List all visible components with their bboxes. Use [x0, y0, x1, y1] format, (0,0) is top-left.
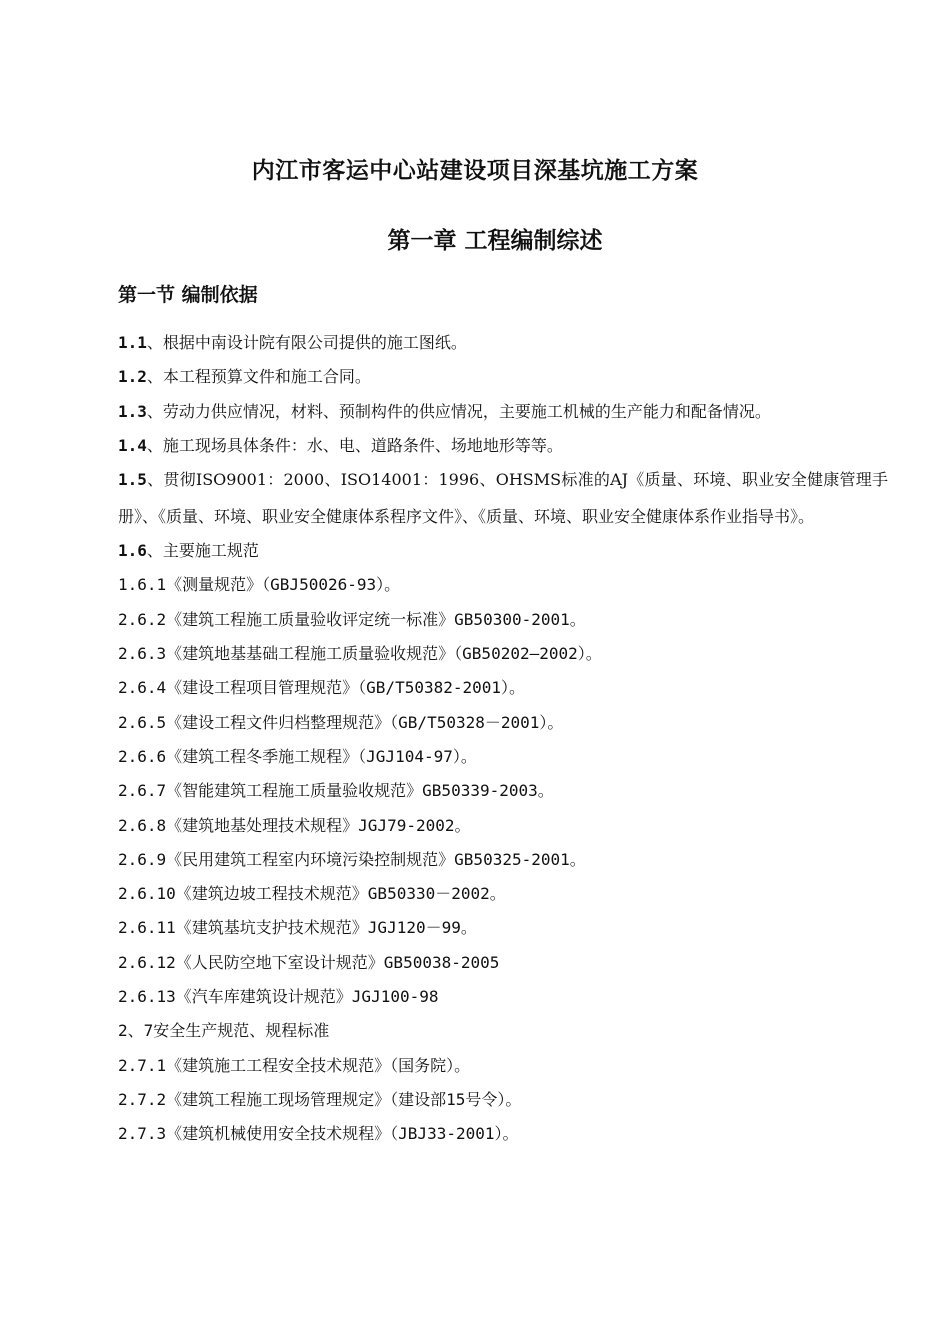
standard-item: 2.6.6《建筑工程冬季施工规程》（JGJ104-97）。: [118, 746, 477, 766]
item-text: 、本工程预算文件和施工合同。: [146, 367, 371, 387]
item-text: 、主要施工规范: [146, 541, 259, 561]
standard-item: 2.6.13《汽车库建筑设计规范》JGJ100-98: [118, 987, 439, 1007]
list-item: [118, 326, 888, 360]
standard-item: 2.6.11《建筑基坑支护技术规范》JGJ120－99。: [118, 918, 477, 938]
item-number: 1.5: [118, 470, 147, 490]
standard-item: 2.6.3《建筑地基基础工程施工质量验收规范》（GB50202—2002）。: [118, 644, 602, 664]
item-number: 1.2: [118, 367, 147, 387]
item-text: 、施工现场具体条件：水、电、道路条件、场地地形等等。: [146, 435, 563, 455]
standard-item: 1.6.1《测量规范》（GBJ50026-93）。: [118, 575, 401, 595]
standard-item: 2.6.10《建筑边坡工程技术规范》GB50330－2002。: [118, 884, 506, 904]
standard-item: 2.6.8《建筑地基处理技术规程》JGJ79-2002。: [118, 815, 471, 835]
list-item: [118, 429, 888, 463]
document-title: 内江市客运中心站建设项目深基坑施工方案: [251, 158, 699, 184]
document-body: [118, 326, 888, 1152]
item-text: 、根据中南设计院有限公司提供的施工图纸。: [146, 333, 467, 352]
standard-item: 2.6.9《民用建筑工程室内环境污染控制规范》GB50325-2001。: [118, 849, 586, 869]
list-item: [118, 395, 888, 429]
list-item: [118, 461, 888, 535]
standard-item: 2.6.5《建设工程文件归档整理规范》（GB/T50328－2001）。: [118, 712, 564, 732]
standard-item: 2.7.2《建筑工程施工现场管理规定》（建设部15号令）。: [118, 1089, 522, 1109]
item-number: 1.1: [118, 333, 147, 352]
item-number: 1.4: [118, 435, 147, 455]
chapter-title: 第一章 工程编制综述: [387, 228, 603, 254]
standard-item: 2.6.12《人民防空地下室设计规范》GB50038-2005: [118, 952, 500, 972]
list-item: [118, 534, 888, 568]
standard-item: 2.6.4《建设工程项目管理规范》（GB/T50382-2001）。: [118, 678, 526, 698]
item-text: 、贯彻ISO9001：2000、ISO14001：1996、OHSMS标准的AJ《质量、环境、职业安全健康管理手册》、《质量、环境、职业安全健康体系程序文件》、《质量、环境、职业安全健康体系作业指导书》。: [118, 470, 888, 527]
item-text: 、劳动力供应情况，材料、预制构件的供应情况，主要施工机械的生产能力和配备情况。: [146, 401, 771, 421]
standard-item: 2.7.3《建筑机械使用安全技术规程》（JBJ33-2001）。: [118, 1124, 519, 1144]
section-title: 第一节 编制依据: [118, 284, 258, 306]
standard-item: 2、7安全生产规范、规程标准: [118, 1021, 330, 1041]
item-number: 1.3: [118, 401, 147, 421]
standard-item: 2.7.1《建筑施工工程安全技术规范》（国务院）。: [118, 1055, 471, 1075]
list-item: [118, 360, 888, 394]
item-number: 1.6: [118, 541, 147, 561]
standard-item: 2.6.7《智能建筑工程施工质量验收规范》GB50339-2003。: [118, 781, 554, 801]
standard-item: 2.6.2《建筑工程施工质量验收评定统一标准》GB50300-2001。: [118, 609, 586, 629]
